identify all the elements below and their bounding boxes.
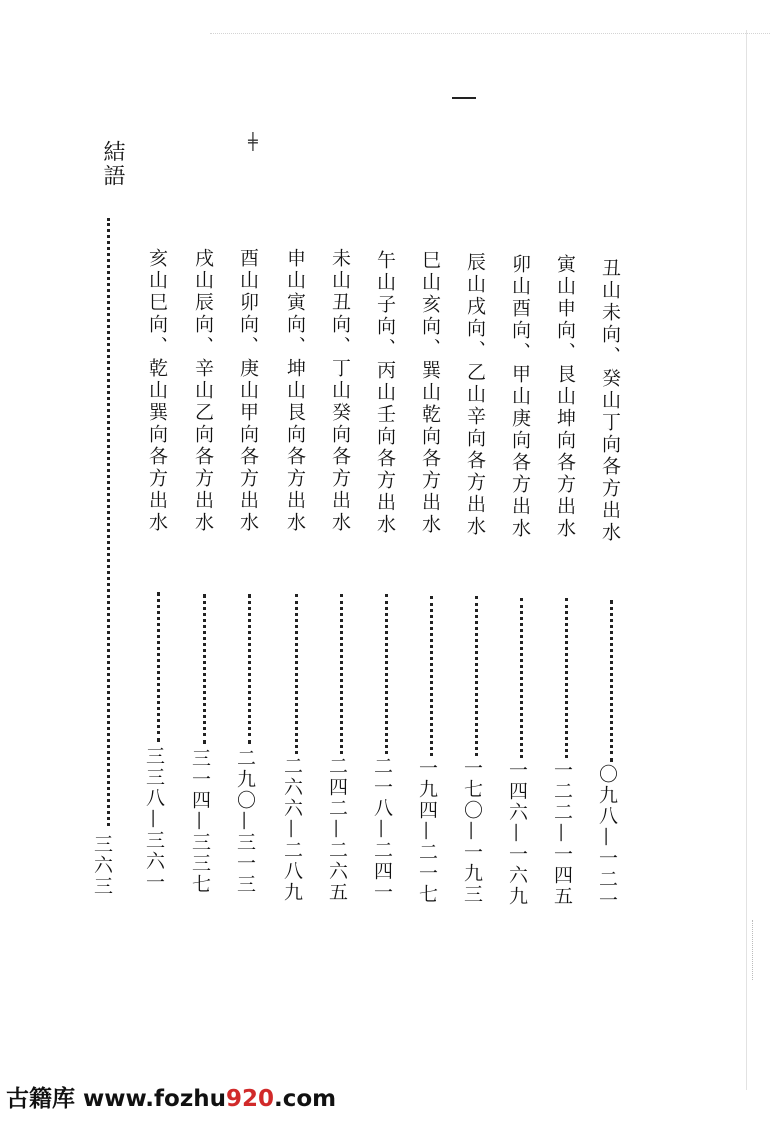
- toc-page-2: 一二二—一四五: [551, 760, 573, 907]
- title-page-number: 三六三: [91, 834, 113, 897]
- watermark-prefix: 古籍库 www.fozhu: [6, 1086, 226, 1112]
- header-tick: ╪: [248, 132, 258, 151]
- toc-page-8: 二六六—二八九: [281, 756, 303, 903]
- toc-entry-10: 戌山辰向、辛山乙向各方出水: [192, 248, 214, 534]
- leader-dots-7: [340, 594, 343, 754]
- leader-dots-6: [385, 594, 388, 754]
- toc-entry-4: 辰山戌向、乙山辛向各方出水: [464, 252, 486, 538]
- toc-page-5: 一九四—二一七: [416, 758, 438, 905]
- right-scan-edge: [746, 30, 747, 1090]
- toc-entry-11: 亥山巳向、乾山巽向各方出水: [146, 248, 168, 534]
- toc-entry-1: 丑山未向、癸山丁向各方出水: [599, 258, 621, 544]
- leader-dots-4: [475, 596, 478, 756]
- leader-dots-8: [295, 594, 298, 754]
- toc-entry-2: 寅山申向、艮山坤向各方出水: [554, 254, 576, 540]
- toc-page-9: 二九〇—三一三: [234, 748, 256, 895]
- leader-dots-10: [203, 594, 206, 744]
- leader-dots-2: [565, 598, 568, 758]
- leader-dots-9: [248, 594, 251, 744]
- leader-dots-3: [520, 598, 523, 758]
- title-leader-dots: [107, 218, 110, 826]
- toc-entry-6: 午山子向、丙山壬向各方出水: [374, 250, 396, 536]
- toc-page-11: 三三八—三六一: [143, 746, 165, 893]
- toc-entry-9: 酉山卯向、庚山甲向各方出水: [237, 248, 259, 534]
- toc-page-3: 一四六—一六九: [506, 760, 528, 907]
- toc-page-4: 一七〇—一九三: [461, 758, 483, 905]
- toc-entry-5: 巳山亥向、巽山乾向各方出水: [419, 250, 441, 536]
- section-title: 結語: [100, 140, 125, 188]
- top-scan-edge: [210, 33, 770, 34]
- toc-entry-7: 未山丑向、丁山癸向各方出水: [329, 248, 351, 534]
- leader-dots-11: [157, 592, 160, 742]
- toc-page-1: 〇九八—一二一: [596, 764, 618, 911]
- watermark-suffix: .com: [273, 1086, 337, 1112]
- toc-page-6: 二一八—二四一: [371, 756, 393, 903]
- toc-page-10: 三一四—三三七: [189, 748, 211, 895]
- toc-entry-3: 卯山酉向、甲山庚向各方出水: [509, 254, 531, 540]
- toc-entry-8: 申山寅向、坤山艮向各方出水: [284, 248, 306, 534]
- watermark-accent: 920: [225, 1086, 274, 1112]
- right-scan-edge-mark: [752, 920, 753, 980]
- header-dash: [452, 97, 476, 99]
- toc-page-7: 二四二—二六五: [326, 756, 348, 903]
- site-watermark: [6, 1080, 336, 1113]
- leader-dots-5: [430, 596, 433, 756]
- leader-dots-1: [610, 600, 613, 762]
